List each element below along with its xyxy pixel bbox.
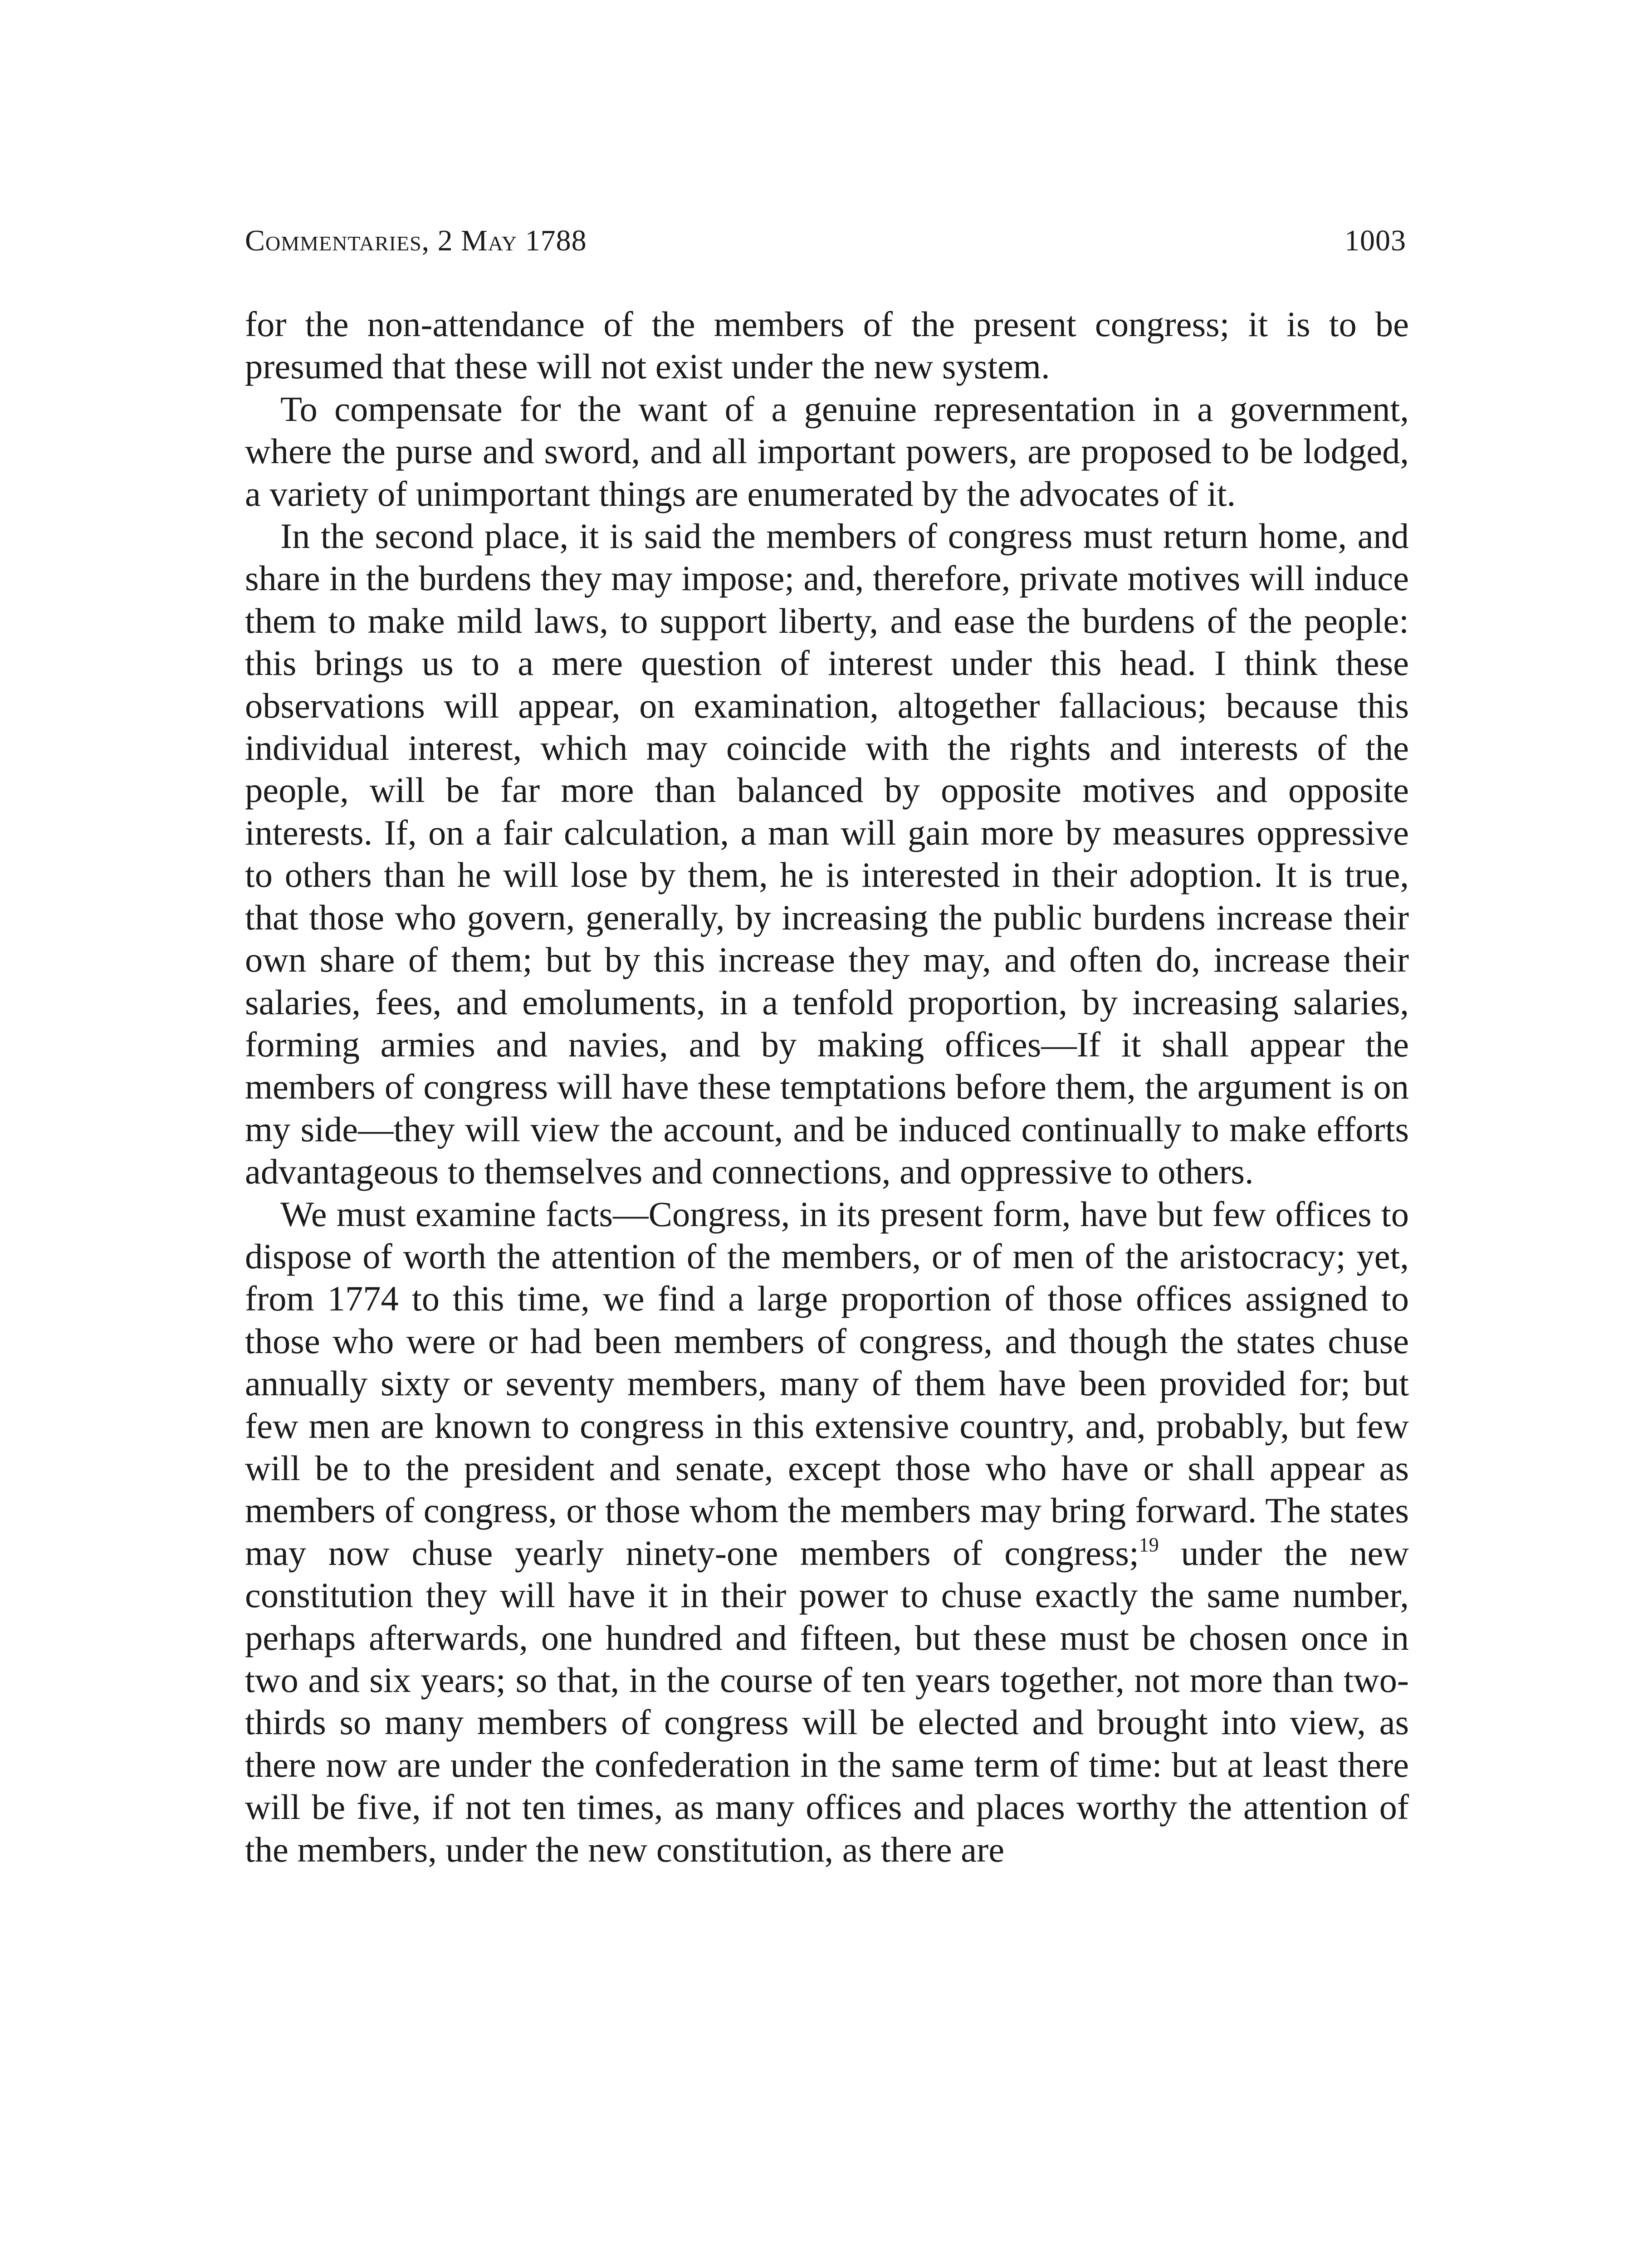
paragraph-second-place: In the second place, it is said the members of congress must return home, and share in the burdens they may impose; and, therefore, private motives will induce them to make mild laws, to support liberty, and ease the burdens of the people: this brings us to a mere question of interest under this head. I think these observations will appear, on examination, altogether fallacious; because this individual interest, which may coincide with the rights and interests of the people, will be far more than balanced by opposite motives and opposite interests. If, on a fair calculation, a man will gain more by measures oppressive to others than he will lose by them, he is interested in their adoption. It is true, that those who govern, generally, by increasing the public burdens increase their own share of them; but by this increase they may, and often do, increase their salaries, fees, and emoluments, in a tenfold proportion, by increasing salaries, forming armies and navies, and by making offices—If it shall appear the members of congress will have these temptations before them, the argument is on my side—they will view the account, and be induced continually to make efforts advantageous to themselves and connections, and oppressive to others. [245, 516, 1409, 1192]
paragraph-examine-facts [245, 1193, 1409, 1871]
footnote-reference: 19 [1139, 1533, 1159, 1556]
page-number: 1003 [1345, 224, 1406, 257]
paragraph-text-after-note: under the new constitution they will have it in their power to chuse exactly the same number, perhaps afterwards, one hundred and fifteen, but these must be chosen once in two and six years; so that, in the course of ten years together, not more than two-thirds so many members of congress will be elected and brought into view, as there now are under the confederation in the same term of time: but at least there will be five, if not ten times, as many offices and places worthy the attention of the members, under the new constitution, as there are [245, 1533, 1409, 1869]
running-title: Commentaries, 2 May 1788 [245, 224, 587, 257]
paragraph-text-before-note: We must examine facts—Congress, in its present form, have but few offices to dispose of worth the attention of the members, or of men of the aristocracy; yet, from 1774 to this time, we find a large proportion of those offices assigned to those who were or had been members of congress, and though the states chuse annually sixty or seventy members, many of them have been provided for; but few men are known to congress in this extensive country, and, probably, but few will be to the president and senate, except those who have or shall appear as members of congress, or those whom the members may bring forward. The states may now chuse yearly ninety-one members of congress; [245, 1194, 1409, 1573]
paragraph-continuation: for the non-attendance of the members of the present congress; it is to be presumed that these will not exist under the new system. [245, 304, 1409, 386]
paragraph-representation: To compensate for the want of a genuine representation in a government, where the purse and sword, and all important powers, are proposed to be lodged, a variety of unimportant things are enumerated by the advocates of it. [245, 389, 1409, 513]
running-head [245, 220, 1406, 261]
body-text [245, 303, 1409, 1871]
